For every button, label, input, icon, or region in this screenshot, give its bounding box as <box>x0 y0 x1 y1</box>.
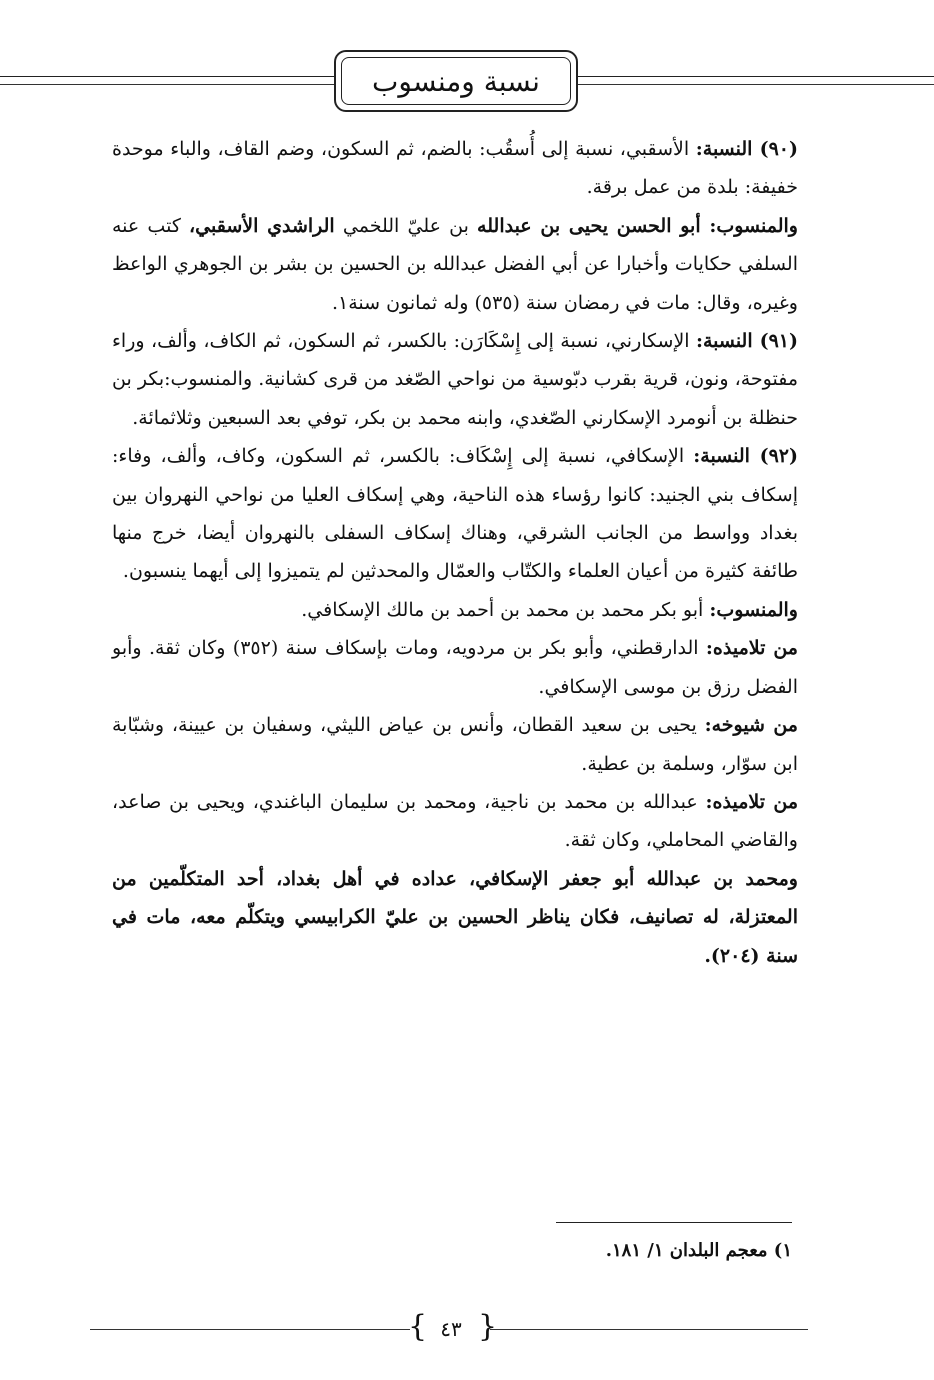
page-bracket-left: { <box>408 1309 428 1344</box>
paragraph-text: الأسقبي، نسبة إلى أُسقُب: بالضم، ثم السكون، وضم القاف، والباء موحدة خفيفة: بلدة من عمل برقة. <box>112 138 798 199</box>
paragraph-label: (٩٠) النسبة: <box>695 138 799 160</box>
header-rule-left-bottom <box>0 84 334 85</box>
paragraph-students-1 <box>112 629 798 706</box>
paragraph-text: عبدالله بن محمد بن ناجية، ومحمد بن سليمان الباغندي، ويحيى بن صاعد، والقاضي المحاملي، وكان ثقة. <box>112 790 798 852</box>
person-name: الراشدي الأسقبي، <box>189 214 335 237</box>
header-frame <box>334 50 578 112</box>
main-text <box>112 130 798 975</box>
paragraph-label: والمنسوب: <box>709 598 798 621</box>
page-number: ٤٣ <box>440 1317 462 1341</box>
paragraph-teachers <box>112 706 798 783</box>
paragraph-text: كتب عنه السلفي حكايات وأخبارا عن أبي الفضل عبدالله بن الحسين بن بشر بن الجوهري الواعظ وغيره، وقال: مات في رمضان سنة (٥٣٥) وله ثمانون سنة١. <box>112 214 798 314</box>
paragraph-text: بن عليّ اللخمي <box>334 214 478 237</box>
paragraph-text: الإسكافي، نسبة إلى إِسْكَاف: بالكسر، ثم السكون، وكاف، وألف، وفاء: إسكاف بني الجنيد: كانوا رؤساء هذه الناحية، وهي إسكاف العليا من نواحي النهروان بين بغداد وواسط من الجانب الشرقي، وهناك إسكاف السفلى بالنهروان أيضا، خرج منها طائفة كثيرة من أعيان العلماء والكتّاب والعمّال والمحدثين لم يتميزوا إلى أيهما ينسبون. <box>112 445 798 583</box>
header-title: نسبة ومنسوب <box>341 57 571 105</box>
paragraph-students-2 <box>112 783 798 860</box>
paragraph-text: أبو بكر محمد بن محمد بن أحمد بن مالك الإسكافي. <box>301 598 710 621</box>
footer-rule-left <box>90 1329 410 1330</box>
header-rule-right-top <box>578 76 934 77</box>
footnote: ١) معجم البلدان ١/ ١٨١. <box>605 1240 792 1261</box>
header-rule-left-top <box>0 76 334 77</box>
paragraph-label: من تلاميذه: <box>705 637 798 660</box>
paragraph-text: الإسكارني، نسبة إلى إِسْكَارَن: بالكسر، ثم السكون، ثم الكاف، وألف، وراء مفتوحة، ونون، قرية بقرب دبّوسية من نواحي الصّغد من قرى كشانية. والمنسوب:بكر بن حنظلة بن أنومرد الإسكارني الصّغدي، وابنه محمد بن بكر، توفي بعد السبعين وثلاثمائة. <box>112 330 798 429</box>
footnote-separator <box>556 1222 792 1223</box>
page-bracket-right: } <box>478 1309 498 1344</box>
paragraph-text: يحيى بن سعيد القطان، وأنس بن عياض الليثي، وسفيان بن عيينة، وشبّابة ابن سوّار، وسلمة بن عطية. <box>112 714 798 775</box>
footer-rule-right <box>490 1329 808 1330</box>
paragraph-label: من تلاميذه: <box>705 790 798 813</box>
paragraph-abu-jafar <box>112 860 798 975</box>
paragraph-90 <box>112 130 798 207</box>
paragraph-label: ومحمد بن عبدالله أبو جعفر الإسكافي، عداده في أهل بغداد، أحد المتكلّمين من المعتزلة، له تصانيف، فكان يناظر الحسين بن عليّ الكرابيسي ويتكلّم معه، مات في سنة (٢٠٤). <box>112 867 798 967</box>
paragraph-label: من شيوخه: <box>704 714 798 737</box>
header-rule-right-bottom <box>578 84 934 85</box>
paragraph-mansub-1 <box>112 207 798 322</box>
paragraph-91 <box>112 322 798 437</box>
paragraph-label: (٩١) النسبة: <box>695 330 798 353</box>
paragraph-text: الدارقطني، وأبو بكر بن مردويه، ومات بإسكاف سنة (٣٥٢) وكان ثقة. وأبو الفضل رزق بن موسى الإسكافي. <box>112 637 798 698</box>
paragraph-label: (٩٢) النسبة: <box>693 445 798 468</box>
paragraph-mansub-2 <box>112 591 798 629</box>
paragraph-label: والمنسوب: <box>709 214 798 237</box>
paragraph-92 <box>112 437 798 591</box>
person-name: أبو الحسن يحيى بن عبدالله <box>477 214 710 237</box>
